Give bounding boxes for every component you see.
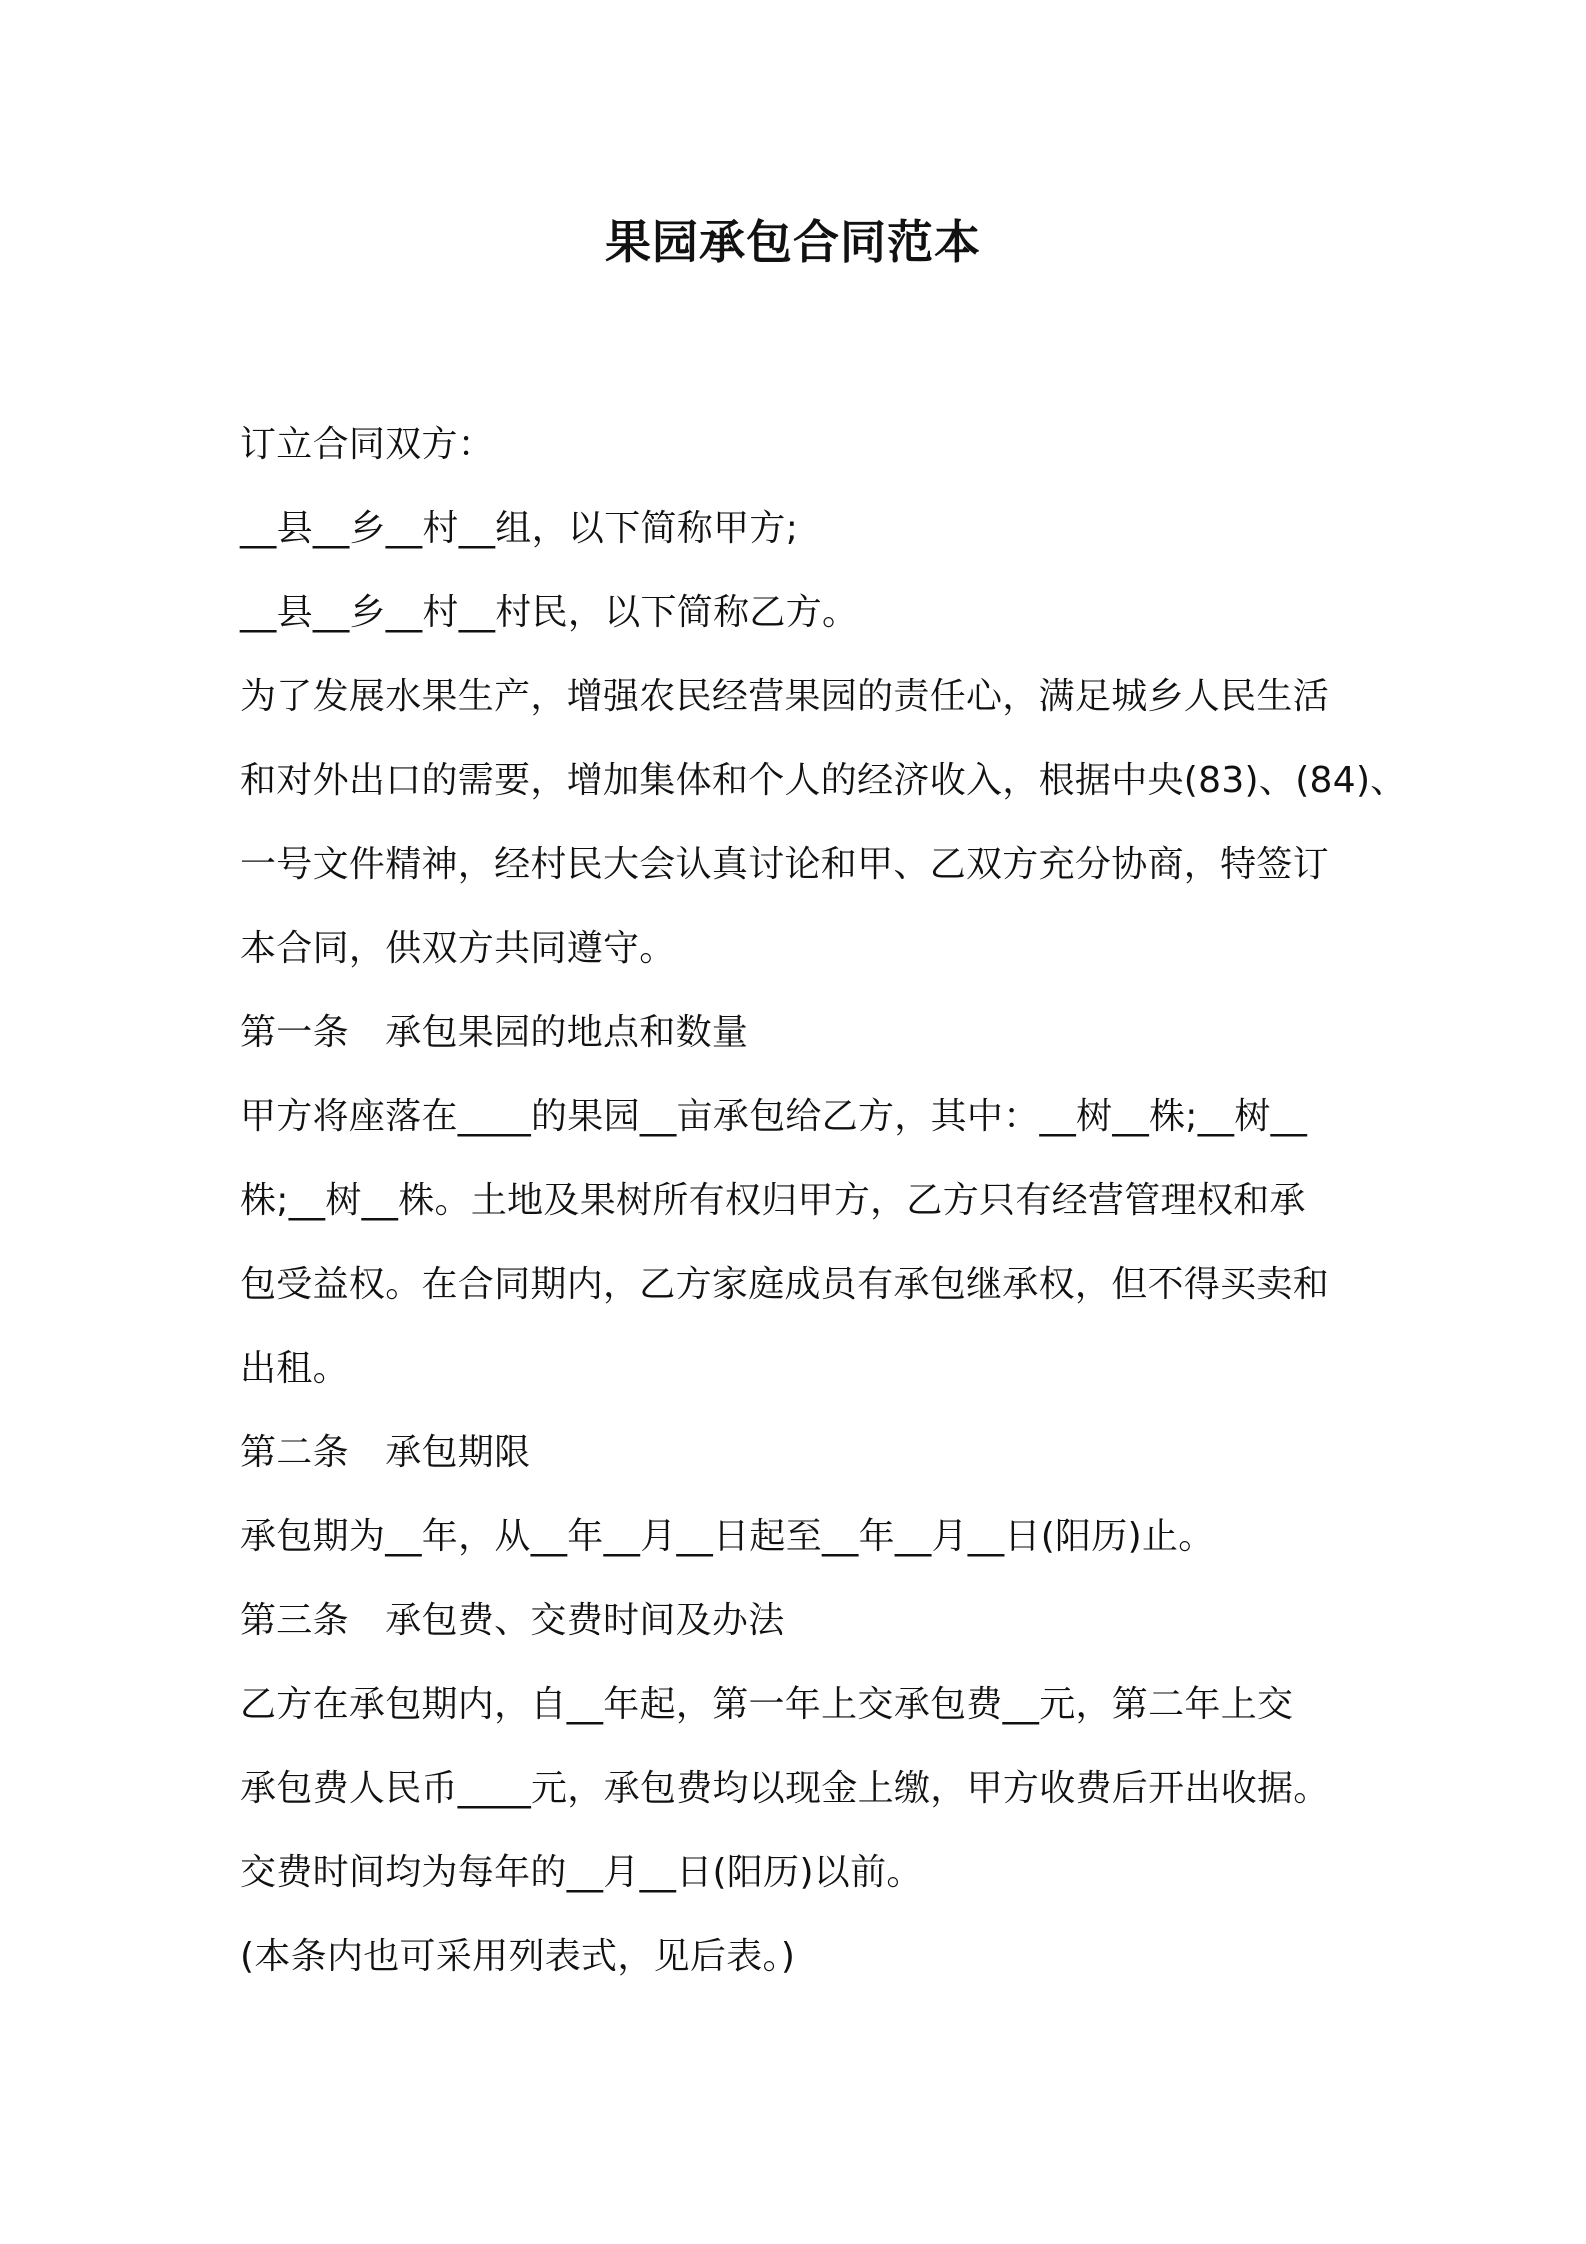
text-line: 本合同，供双方共同遵守。 [240, 928, 676, 969]
text-line: 订立合同双方： [240, 424, 495, 465]
text-line: 交费时间均为每年的__月__日(阳历)以前。 [240, 1852, 923, 1893]
text-line: 和对外出口的需要，增加集体和个人的经济收入，根据中央(83)、(84)、 [240, 760, 1407, 801]
text-line: 甲方将座落在____的果园__亩承包给乙方，其中：__树__株;__树__ [240, 1096, 1308, 1137]
text-line: 株;__树__株。土地及果树所有权归甲方，乙方只有经营管理权和承 [240, 1180, 1306, 1221]
document-title: 果园承包合同范本 [605, 215, 981, 269]
text-line: (本条内也可采用列表式，见后表。) [240, 1936, 796, 1977]
text-line: 为了发展水果生产，增强农民经营果园的责任心，满足城乡人民生活 [240, 676, 1330, 717]
section-heading: 第一条 承包果园的地点和数量 [240, 1012, 749, 1053]
section-heading: 第三条 承包费、交费时间及办法 [240, 1600, 785, 1641]
text-line: __县__乡__村__组，以下简称甲方; [240, 508, 799, 549]
document-body [240, 403, 1407, 1999]
text-line: 包受益权。在合同期内，乙方家庭成员有承包继承权，但不得买卖和 [240, 1264, 1330, 1305]
text-line: 乙方在承包期内，自__年起，第一年上交承包费__元，第二年上交 [240, 1684, 1294, 1725]
text-line: 承包费人民币____元，承包费均以现金上缴，甲方收费后开出收据。 [240, 1768, 1330, 1809]
text-line: 出租。 [240, 1348, 349, 1389]
text-line: __县__乡__村__村民，以下简称乙方。 [240, 592, 859, 633]
section-heading: 第二条 承包期限 [240, 1432, 531, 1473]
text-line: 一号文件精神，经村民大会认真讨论和甲、乙双方充分协商，特签订 [240, 844, 1330, 885]
text-line: 承包期为__年，从__年__月__日起至__年__月__日(阳历)止。 [240, 1516, 1215, 1557]
